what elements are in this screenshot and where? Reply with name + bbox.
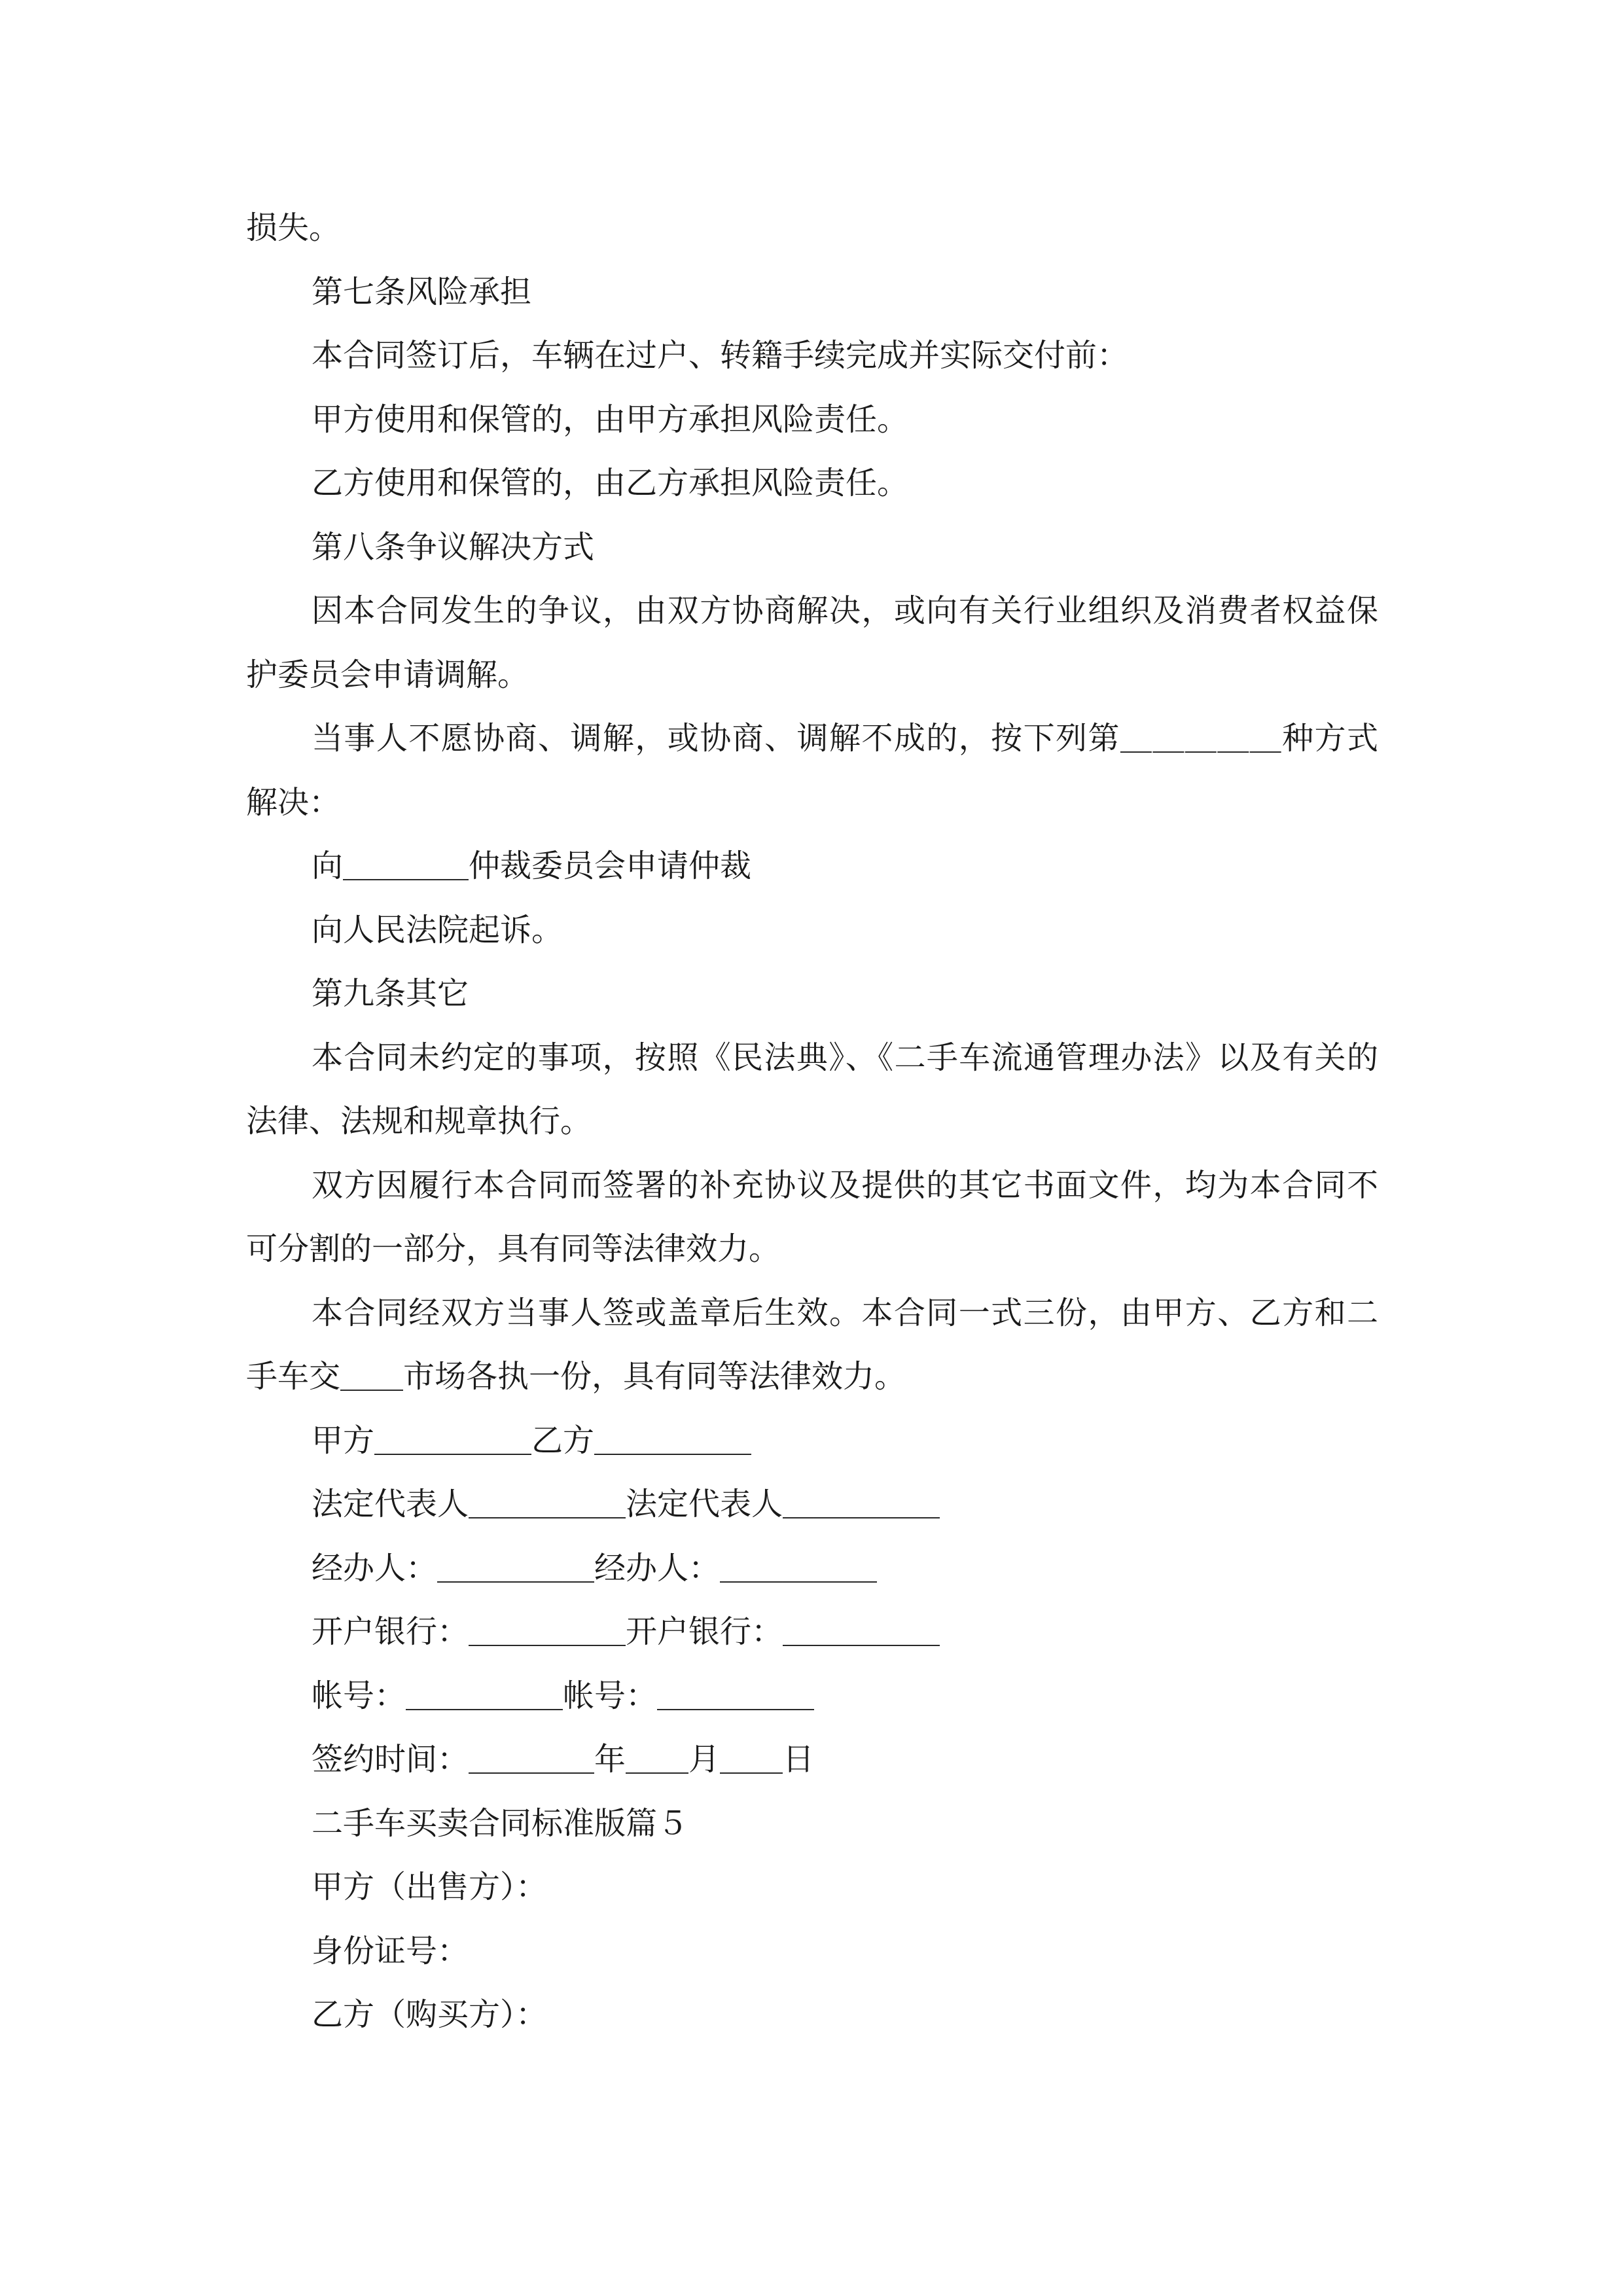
text-line: 法律、法规和规章执行。 [246, 1103, 592, 1139]
text-line: 二手车买卖合同标准版篇５ [312, 1804, 689, 1842]
text-line: 本合同未约定的事项，按照《民法典》、《二手车流通管理办法》以及有关的 [312, 1039, 1378, 1076]
text-line: 甲方＿＿＿＿＿乙方＿＿＿＿＿ [312, 1422, 752, 1459]
text-line: 身份证号： [312, 1932, 469, 1969]
text-line: 甲方（出售方）： [312, 1869, 548, 1905]
text-line: 甲方使用和保管的，由甲方承担风险责任。 [312, 401, 909, 438]
text-line: 乙方使用和保管的，由乙方承担风险责任。 [312, 465, 909, 501]
text-line: 法定代表人＿＿＿＿＿法定代表人＿＿＿＿＿ [312, 1486, 940, 1522]
contract-text [246, 196, 1378, 2047]
text-line: 签约时间：＿＿＿＿年＿＿月＿＿日 [312, 1741, 815, 1778]
text-line: 当事人不愿协商、调解，或协商、调解不成的，按下列第＿＿＿＿＿种方式 [312, 720, 1378, 757]
text-line: 向＿＿＿＿仲裁委员会申请仲裁 [312, 848, 752, 884]
text-line: 第九条其它 [312, 975, 469, 1012]
text-line: 开户银行：＿＿＿＿＿开户银行：＿＿＿＿＿ [312, 1613, 940, 1650]
text-line: 第八条争议解决方式 [312, 528, 595, 565]
text-line: 向人民法院起诉。 [312, 911, 563, 948]
text-line: 可分割的一部分，具有同等法律效力。 [246, 1230, 781, 1267]
text-line: 第七条风险承担 [312, 273, 532, 310]
text-line: 本合同签订后，车辆在过户、转籍手续完成并实际交付前： [312, 337, 1129, 374]
text-line: 经办人：＿＿＿＿＿经办人：＿＿＿＿＿ [312, 1549, 878, 1587]
text-line: 手车交＿＿市场各执一份，具有同等法律效力。 [246, 1358, 906, 1395]
text-line: 帐号：＿＿＿＿＿帐号：＿＿＿＿＿ [312, 1677, 815, 1714]
text-line: 损失。 [246, 209, 341, 246]
text-line: 解决： [246, 783, 341, 821]
text-line: 双方因履行本合同而签署的补充协议及提供的其它书面文件，均为本合同不 [312, 1166, 1378, 1204]
text-line: 因本合同发生的争议，由双方协商解决，或向有关行业组织及消费者权益保 [312, 592, 1378, 629]
text-line: 乙方（购买方）： [312, 1996, 548, 2033]
text-line: 护委员会申请调解。 [246, 656, 529, 693]
text-line: 本合同经双方当事人签或盖章后生效。本合同一式三份，由甲方、乙方和二 [312, 1294, 1378, 1331]
